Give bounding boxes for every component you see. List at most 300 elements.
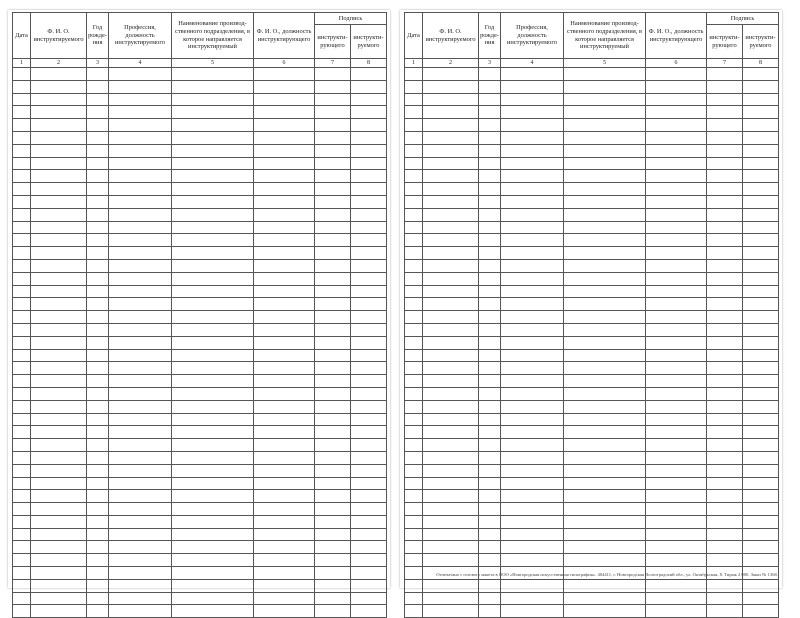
table-cell[interactable] bbox=[13, 439, 31, 452]
table-cell[interactable] bbox=[109, 272, 172, 285]
table-cell[interactable] bbox=[254, 131, 315, 144]
table-cell[interactable] bbox=[13, 311, 31, 324]
table-cell[interactable] bbox=[564, 528, 646, 541]
table-cell[interactable] bbox=[423, 375, 479, 388]
table-cell[interactable] bbox=[13, 375, 31, 388]
table-cell[interactable] bbox=[31, 336, 87, 349]
table-cell[interactable] bbox=[109, 208, 172, 221]
table-cell[interactable] bbox=[564, 554, 646, 567]
table-cell[interactable] bbox=[646, 541, 707, 554]
table-cell[interactable] bbox=[743, 387, 779, 400]
table-cell[interactable] bbox=[254, 528, 315, 541]
table-cell[interactable] bbox=[87, 515, 109, 528]
table-cell[interactable] bbox=[707, 490, 743, 503]
table-cell[interactable] bbox=[87, 567, 109, 580]
table-cell[interactable] bbox=[479, 68, 501, 81]
table-cell[interactable] bbox=[405, 106, 423, 119]
table-cell[interactable] bbox=[743, 93, 779, 106]
table-cell[interactable] bbox=[254, 439, 315, 452]
table-cell[interactable] bbox=[743, 336, 779, 349]
table-cell[interactable] bbox=[31, 426, 87, 439]
table-cell[interactable] bbox=[13, 554, 31, 567]
table-cell[interactable] bbox=[423, 528, 479, 541]
table-cell[interactable] bbox=[707, 362, 743, 375]
table-cell[interactable] bbox=[172, 387, 254, 400]
table-cell[interactable] bbox=[707, 400, 743, 413]
table-cell[interactable] bbox=[423, 272, 479, 285]
table-cell[interactable] bbox=[743, 272, 779, 285]
table-cell[interactable] bbox=[743, 298, 779, 311]
table-cell[interactable] bbox=[707, 272, 743, 285]
table-cell[interactable] bbox=[501, 234, 564, 247]
table-cell[interactable] bbox=[31, 106, 87, 119]
table-cell[interactable] bbox=[479, 490, 501, 503]
table-cell[interactable] bbox=[564, 477, 646, 490]
table-cell[interactable] bbox=[646, 106, 707, 119]
table-cell[interactable] bbox=[172, 208, 254, 221]
table-cell[interactable] bbox=[109, 170, 172, 183]
table-cell[interactable] bbox=[31, 311, 87, 324]
table-cell[interactable] bbox=[479, 477, 501, 490]
table-cell[interactable] bbox=[501, 93, 564, 106]
table-cell[interactable] bbox=[31, 285, 87, 298]
table-cell[interactable] bbox=[405, 375, 423, 388]
table-cell[interactable] bbox=[479, 464, 501, 477]
table-cell[interactable] bbox=[479, 80, 501, 93]
table-cell[interactable] bbox=[254, 298, 315, 311]
table-cell[interactable] bbox=[501, 106, 564, 119]
table-cell[interactable] bbox=[87, 349, 109, 362]
table-cell[interactable] bbox=[646, 119, 707, 132]
table-cell[interactable] bbox=[423, 247, 479, 260]
table-cell[interactable] bbox=[501, 464, 564, 477]
table-cell[interactable] bbox=[172, 106, 254, 119]
table-cell[interactable] bbox=[172, 298, 254, 311]
table-cell[interactable] bbox=[743, 131, 779, 144]
table-cell[interactable] bbox=[707, 451, 743, 464]
table-cell[interactable] bbox=[315, 541, 351, 554]
table-cell[interactable] bbox=[405, 490, 423, 503]
table-cell[interactable] bbox=[564, 400, 646, 413]
table-cell[interactable] bbox=[31, 93, 87, 106]
table-cell[interactable] bbox=[707, 106, 743, 119]
table-cell[interactable] bbox=[109, 195, 172, 208]
table-cell[interactable] bbox=[31, 541, 87, 554]
table-cell[interactable] bbox=[707, 413, 743, 426]
table-cell[interactable] bbox=[172, 579, 254, 592]
table-cell[interactable] bbox=[87, 554, 109, 567]
table-cell[interactable] bbox=[13, 298, 31, 311]
table-cell[interactable] bbox=[405, 247, 423, 260]
table-cell[interactable] bbox=[315, 195, 351, 208]
table-cell[interactable] bbox=[351, 605, 387, 618]
table-cell[interactable] bbox=[172, 503, 254, 516]
table-cell[interactable] bbox=[315, 221, 351, 234]
table-cell[interactable] bbox=[13, 93, 31, 106]
table-cell[interactable] bbox=[501, 387, 564, 400]
table-cell[interactable] bbox=[13, 144, 31, 157]
table-cell[interactable] bbox=[13, 234, 31, 247]
table-cell[interactable] bbox=[479, 579, 501, 592]
table-cell[interactable] bbox=[31, 119, 87, 132]
table-cell[interactable] bbox=[646, 221, 707, 234]
table-cell[interactable] bbox=[254, 272, 315, 285]
table-cell[interactable] bbox=[423, 503, 479, 516]
table-cell[interactable] bbox=[564, 349, 646, 362]
table-cell[interactable] bbox=[405, 579, 423, 592]
table-cell[interactable] bbox=[564, 387, 646, 400]
table-cell[interactable] bbox=[743, 528, 779, 541]
table-cell[interactable] bbox=[646, 311, 707, 324]
table-cell[interactable] bbox=[564, 413, 646, 426]
table-cell[interactable] bbox=[646, 93, 707, 106]
table-cell[interactable] bbox=[405, 170, 423, 183]
table-cell[interactable] bbox=[405, 68, 423, 81]
table-cell[interactable] bbox=[423, 80, 479, 93]
table-cell[interactable] bbox=[87, 119, 109, 132]
table-cell[interactable] bbox=[172, 272, 254, 285]
table-cell[interactable] bbox=[646, 451, 707, 464]
table-cell[interactable] bbox=[315, 106, 351, 119]
table-cell[interactable] bbox=[315, 259, 351, 272]
table-cell[interactable] bbox=[172, 80, 254, 93]
table-cell[interactable] bbox=[501, 208, 564, 221]
table-cell[interactable] bbox=[743, 259, 779, 272]
table-cell[interactable] bbox=[109, 413, 172, 426]
table-cell[interactable] bbox=[254, 605, 315, 618]
table-cell[interactable] bbox=[646, 477, 707, 490]
table-cell[interactable] bbox=[743, 323, 779, 336]
table-cell[interactable] bbox=[707, 503, 743, 516]
table-cell[interactable] bbox=[479, 311, 501, 324]
table-cell[interactable] bbox=[87, 195, 109, 208]
table-cell[interactable] bbox=[109, 426, 172, 439]
table-cell[interactable] bbox=[172, 68, 254, 81]
table-cell[interactable] bbox=[501, 579, 564, 592]
table-cell[interactable] bbox=[351, 503, 387, 516]
table-cell[interactable] bbox=[501, 349, 564, 362]
table-cell[interactable] bbox=[707, 515, 743, 528]
table-cell[interactable] bbox=[109, 93, 172, 106]
table-cell[interactable] bbox=[564, 490, 646, 503]
table-cell[interactable] bbox=[315, 170, 351, 183]
table-cell[interactable] bbox=[172, 234, 254, 247]
table-cell[interactable] bbox=[405, 144, 423, 157]
table-cell[interactable] bbox=[351, 170, 387, 183]
table-cell[interactable] bbox=[254, 119, 315, 132]
table-cell[interactable] bbox=[743, 195, 779, 208]
table-cell[interactable] bbox=[743, 490, 779, 503]
table-cell[interactable] bbox=[87, 426, 109, 439]
table-cell[interactable] bbox=[254, 106, 315, 119]
table-cell[interactable] bbox=[315, 375, 351, 388]
table-cell[interactable] bbox=[351, 93, 387, 106]
table-cell[interactable] bbox=[351, 144, 387, 157]
table-cell[interactable] bbox=[109, 515, 172, 528]
table-cell[interactable] bbox=[109, 451, 172, 464]
table-cell[interactable] bbox=[13, 221, 31, 234]
table-cell[interactable] bbox=[743, 554, 779, 567]
table-cell[interactable] bbox=[743, 285, 779, 298]
table-cell[interactable] bbox=[479, 131, 501, 144]
table-cell[interactable] bbox=[743, 464, 779, 477]
table-cell[interactable] bbox=[172, 439, 254, 452]
table-cell[interactable] bbox=[87, 234, 109, 247]
table-cell[interactable] bbox=[743, 362, 779, 375]
table-cell[interactable] bbox=[479, 375, 501, 388]
table-cell[interactable] bbox=[172, 259, 254, 272]
table-cell[interactable] bbox=[501, 195, 564, 208]
table-cell[interactable] bbox=[743, 208, 779, 221]
table-cell[interactable] bbox=[13, 247, 31, 260]
table-cell[interactable] bbox=[501, 247, 564, 260]
table-cell[interactable] bbox=[254, 413, 315, 426]
table-cell[interactable] bbox=[423, 68, 479, 81]
table-cell[interactable] bbox=[13, 579, 31, 592]
table-cell[interactable] bbox=[707, 464, 743, 477]
table-cell[interactable] bbox=[707, 247, 743, 260]
table-cell[interactable] bbox=[743, 247, 779, 260]
table-cell[interactable] bbox=[564, 157, 646, 170]
table-cell[interactable] bbox=[254, 515, 315, 528]
table-cell[interactable] bbox=[315, 362, 351, 375]
table-cell[interactable] bbox=[13, 528, 31, 541]
table-cell[interactable] bbox=[351, 106, 387, 119]
table-cell[interactable] bbox=[31, 567, 87, 580]
table-cell[interactable] bbox=[109, 579, 172, 592]
table-cell[interactable] bbox=[172, 413, 254, 426]
table-cell[interactable] bbox=[109, 68, 172, 81]
table-cell[interactable] bbox=[423, 605, 479, 618]
table-cell[interactable] bbox=[646, 298, 707, 311]
table-cell[interactable] bbox=[109, 464, 172, 477]
table-cell[interactable] bbox=[405, 311, 423, 324]
table-cell[interactable] bbox=[405, 285, 423, 298]
table-cell[interactable] bbox=[13, 131, 31, 144]
table-cell[interactable] bbox=[501, 400, 564, 413]
table-cell[interactable] bbox=[109, 144, 172, 157]
table-cell[interactable] bbox=[423, 323, 479, 336]
table-cell[interactable] bbox=[254, 426, 315, 439]
table-cell[interactable] bbox=[315, 400, 351, 413]
table-cell[interactable] bbox=[351, 477, 387, 490]
table-cell[interactable] bbox=[13, 183, 31, 196]
table-cell[interactable] bbox=[405, 234, 423, 247]
table-cell[interactable] bbox=[707, 259, 743, 272]
table-cell[interactable] bbox=[13, 413, 31, 426]
table-cell[interactable] bbox=[13, 285, 31, 298]
table-cell[interactable] bbox=[31, 144, 87, 157]
table-cell[interactable] bbox=[109, 490, 172, 503]
table-cell[interactable] bbox=[423, 144, 479, 157]
table-cell[interactable] bbox=[13, 208, 31, 221]
table-cell[interactable] bbox=[479, 413, 501, 426]
table-cell[interactable] bbox=[254, 336, 315, 349]
table-cell[interactable] bbox=[254, 490, 315, 503]
table-cell[interactable] bbox=[707, 119, 743, 132]
table-cell[interactable] bbox=[707, 80, 743, 93]
table-cell[interactable] bbox=[109, 131, 172, 144]
table-cell[interactable] bbox=[501, 490, 564, 503]
table-cell[interactable] bbox=[172, 131, 254, 144]
table-cell[interactable] bbox=[109, 298, 172, 311]
table-cell[interactable] bbox=[501, 272, 564, 285]
table-cell[interactable] bbox=[109, 349, 172, 362]
table-cell[interactable] bbox=[31, 68, 87, 81]
table-cell[interactable] bbox=[423, 234, 479, 247]
table-cell[interactable] bbox=[87, 413, 109, 426]
table-cell[interactable] bbox=[254, 451, 315, 464]
table-cell[interactable] bbox=[254, 80, 315, 93]
table-cell[interactable] bbox=[315, 554, 351, 567]
table-cell[interactable] bbox=[423, 106, 479, 119]
table-cell[interactable] bbox=[423, 195, 479, 208]
table-cell[interactable] bbox=[13, 490, 31, 503]
table-cell[interactable] bbox=[13, 195, 31, 208]
table-cell[interactable] bbox=[31, 400, 87, 413]
table-cell[interactable] bbox=[405, 387, 423, 400]
table-cell[interactable] bbox=[707, 195, 743, 208]
table-cell[interactable] bbox=[423, 183, 479, 196]
table-cell[interactable] bbox=[646, 247, 707, 260]
table-cell[interactable] bbox=[405, 195, 423, 208]
table-cell[interactable] bbox=[423, 170, 479, 183]
table-cell[interactable] bbox=[87, 144, 109, 157]
table-cell[interactable] bbox=[87, 80, 109, 93]
table-cell[interactable] bbox=[564, 144, 646, 157]
table-cell[interactable] bbox=[501, 541, 564, 554]
table-cell[interactable] bbox=[31, 349, 87, 362]
table-cell[interactable] bbox=[743, 119, 779, 132]
table-cell[interactable] bbox=[405, 400, 423, 413]
table-cell[interactable] bbox=[172, 567, 254, 580]
table-cell[interactable] bbox=[405, 464, 423, 477]
table-cell[interactable] bbox=[646, 259, 707, 272]
table-cell[interactable] bbox=[501, 413, 564, 426]
table-cell[interactable] bbox=[646, 157, 707, 170]
table-cell[interactable] bbox=[646, 272, 707, 285]
table-cell[interactable] bbox=[87, 387, 109, 400]
table-cell[interactable] bbox=[405, 259, 423, 272]
table-cell[interactable] bbox=[564, 464, 646, 477]
table-cell[interactable] bbox=[423, 490, 479, 503]
table-cell[interactable] bbox=[423, 157, 479, 170]
table-cell[interactable] bbox=[743, 400, 779, 413]
table-cell[interactable] bbox=[172, 170, 254, 183]
table-cell[interactable] bbox=[315, 336, 351, 349]
table-cell[interactable] bbox=[109, 157, 172, 170]
table-cell[interactable] bbox=[87, 259, 109, 272]
table-cell[interactable] bbox=[479, 247, 501, 260]
table-cell[interactable] bbox=[254, 208, 315, 221]
table-cell[interactable] bbox=[707, 285, 743, 298]
table-cell[interactable] bbox=[405, 503, 423, 516]
table-cell[interactable] bbox=[13, 567, 31, 580]
table-cell[interactable] bbox=[501, 68, 564, 81]
table-cell[interactable] bbox=[646, 183, 707, 196]
table-cell[interactable] bbox=[315, 528, 351, 541]
table-cell[interactable] bbox=[254, 464, 315, 477]
table-cell[interactable] bbox=[87, 541, 109, 554]
table-cell[interactable] bbox=[423, 464, 479, 477]
table-cell[interactable] bbox=[707, 208, 743, 221]
table-cell[interactable] bbox=[351, 554, 387, 567]
table-cell[interactable] bbox=[315, 490, 351, 503]
table-cell[interactable] bbox=[13, 106, 31, 119]
table-cell[interactable] bbox=[479, 93, 501, 106]
table-cell[interactable] bbox=[109, 323, 172, 336]
table-cell[interactable] bbox=[351, 464, 387, 477]
table-cell[interactable] bbox=[501, 515, 564, 528]
table-cell[interactable] bbox=[423, 311, 479, 324]
table-cell[interactable] bbox=[315, 144, 351, 157]
table-cell[interactable] bbox=[564, 234, 646, 247]
table-cell[interactable] bbox=[646, 362, 707, 375]
table-cell[interactable] bbox=[31, 183, 87, 196]
table-cell[interactable] bbox=[315, 477, 351, 490]
table-cell[interactable] bbox=[351, 451, 387, 464]
table-cell[interactable] bbox=[405, 515, 423, 528]
table-cell[interactable] bbox=[13, 400, 31, 413]
table-cell[interactable] bbox=[564, 451, 646, 464]
table-cell[interactable] bbox=[31, 259, 87, 272]
table-cell[interactable] bbox=[254, 567, 315, 580]
table-cell[interactable] bbox=[564, 362, 646, 375]
table-cell[interactable] bbox=[172, 515, 254, 528]
table-cell[interactable] bbox=[254, 323, 315, 336]
table-cell[interactable] bbox=[405, 336, 423, 349]
table-cell[interactable] bbox=[564, 131, 646, 144]
table-cell[interactable] bbox=[13, 349, 31, 362]
table-cell[interactable] bbox=[315, 285, 351, 298]
table-cell[interactable] bbox=[109, 605, 172, 618]
table-cell[interactable] bbox=[351, 400, 387, 413]
table-cell[interactable] bbox=[31, 605, 87, 618]
table-cell[interactable] bbox=[479, 528, 501, 541]
table-cell[interactable] bbox=[646, 68, 707, 81]
table-cell[interactable] bbox=[351, 259, 387, 272]
table-cell[interactable] bbox=[315, 451, 351, 464]
table-cell[interactable] bbox=[405, 451, 423, 464]
table-cell[interactable] bbox=[254, 234, 315, 247]
table-cell[interactable] bbox=[564, 247, 646, 260]
table-cell[interactable] bbox=[172, 285, 254, 298]
table-cell[interactable] bbox=[254, 285, 315, 298]
table-cell[interactable] bbox=[13, 605, 31, 618]
table-cell[interactable] bbox=[405, 554, 423, 567]
table-cell[interactable] bbox=[405, 528, 423, 541]
table-cell[interactable] bbox=[31, 157, 87, 170]
table-cell[interactable] bbox=[351, 247, 387, 260]
table-cell[interactable] bbox=[87, 323, 109, 336]
table-cell[interactable] bbox=[351, 515, 387, 528]
table-cell[interactable] bbox=[707, 144, 743, 157]
table-cell[interactable] bbox=[31, 451, 87, 464]
table-cell[interactable] bbox=[405, 541, 423, 554]
table-cell[interactable] bbox=[87, 579, 109, 592]
table-cell[interactable] bbox=[743, 541, 779, 554]
table-cell[interactable] bbox=[31, 247, 87, 260]
table-cell[interactable] bbox=[31, 131, 87, 144]
table-cell[interactable] bbox=[13, 426, 31, 439]
table-cell[interactable] bbox=[13, 119, 31, 132]
table-cell[interactable] bbox=[254, 554, 315, 567]
table-cell[interactable] bbox=[254, 349, 315, 362]
table-cell[interactable] bbox=[87, 68, 109, 81]
table-cell[interactable] bbox=[351, 234, 387, 247]
table-cell[interactable] bbox=[87, 208, 109, 221]
table-cell[interactable] bbox=[87, 490, 109, 503]
